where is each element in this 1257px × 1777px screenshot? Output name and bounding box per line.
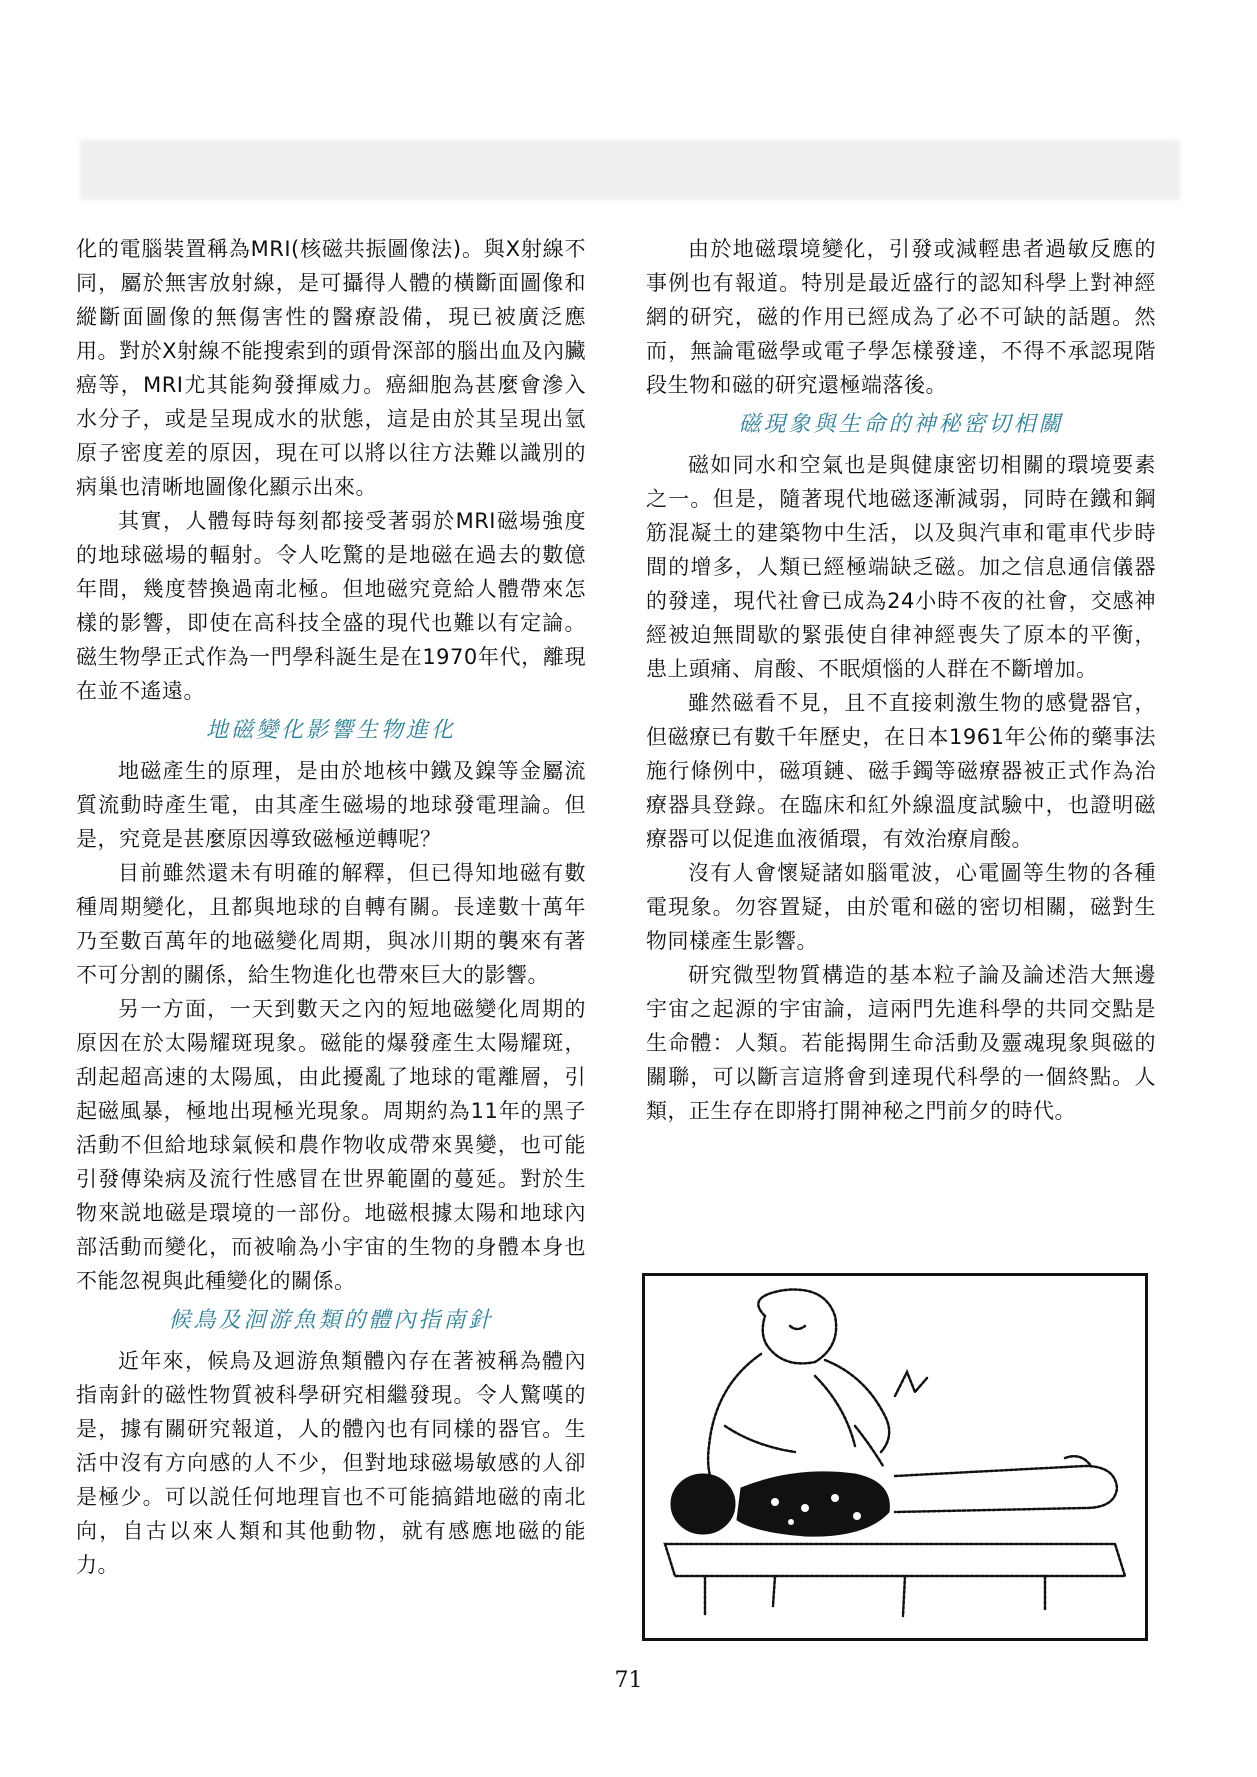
- faded-title-banner: [80, 140, 1180, 200]
- section-heading: 候鳥及洄游魚類的體內指南針: [168, 1308, 494, 1333]
- right-column: [646, 232, 1156, 1128]
- paragraph: 地磁產生的原理，是由於地核中鐵及鎳等金屬流質流動時產生電，由其產生磁場的地球發電理論。但是，究竟是甚麼原因導致磁極逆轉呢？: [76, 759, 586, 851]
- healer-head: [758, 1290, 836, 1364]
- page-number: 71: [614, 1668, 643, 1693]
- section-heading: 地磁變化影響生物進化: [205, 718, 456, 743]
- paragraph: 雖然磁看不見，且不直接刺激生物的感覺器官，但磁療已有數千年歷史，在日本1961年公佈的藥事法施行條例中，磁項鏈、磁手鐲等磁療器被正式作為治療器具登錄。在臨床和紅外線溫度試驗中，也證明磁療器可以促進血液循環，有效治療肩酸。: [646, 691, 1156, 851]
- section-heading: 磁現象與生命的神秘密切相關: [738, 412, 1064, 437]
- illustration-healer-and-patient: [642, 1273, 1148, 1641]
- patient-legs: [895, 1466, 1117, 1512]
- paragraph: 沒有人會懷疑諸如腦電波，心電圖等生物的各種電現象。勿容置疑，由於電和磁的密切相關，磁對生物同樣產生影響。: [646, 861, 1156, 953]
- paragraph: 目前雖然還未有明確的解釋，但已得知地磁有數種周期變化，且都與地球的自轉有關。長達數十萬年乃至數百萬年的地磁變化周期，與冰川期的襲來有著不可分割的關係，給生物進化也帶來巨大的影響。: [76, 861, 586, 987]
- paragraph: 其實，人體每時每刻都接受著弱於MRI磁場強度的地球磁場的輻射。令人吃驚的是地磁在過去的數億年間，幾度替換過南北極。但地磁究竟給人體帶來怎樣的影響，即使在高科技全盛的現代也難以有定論。磁生物學正式作為一門學科誕生是在1970年代，離現在並不遙遠。: [76, 509, 586, 703]
- patient-head: [671, 1474, 735, 1534]
- bed-outline: [665, 1544, 1125, 1576]
- paragraph: 近年來，候鳥及迴游魚類體內存在著被稱為體內指南針的磁性物質被科學研究相繼發現。令人驚嘆的是，據有關研究報道，人的體內也有同樣的器官。生活中沒有方向感的人不少，但對地球磁場敏感的人卻是極少。可以説任何地理盲也不可能搞錯地磁的南北向，自古以來人類和其他動物，就有感應地磁的能力。: [76, 1349, 586, 1577]
- paragraph: 研究微型物質構造的基本粒子論及論述浩大無邊宇宙之起源的宇宙論，這兩門先進科學的共同交點是生命體：人類。若能揭開生命活動及靈魂現象與磁的關聯，可以斷言這將會到達現代科學的一個終點。人類，正生存在即將打開神秘之門前夕的時代。: [646, 963, 1156, 1123]
- left-column: [76, 232, 586, 1582]
- paragraph: 化的電腦裝置稱為MRI(核磁共振圖像法)。與X射線不同，屬於無害放射線，是可攝得人體的橫斷面圖像和縱斷面圖像的無傷害性的醫療設備，現已被廣泛應用。對於X射線不能搜索到的頭骨深部的腦出血及內臟癌等，MRI尤其能夠發揮威力。癌細胞為甚麼會滲入水分子，或是呈現成水的狀態，這是由於其呈現出氫原子密度差的原因，現在可以將以往方法難以識別的病巢也清晰地圖像化顯示出來。: [76, 237, 586, 499]
- paragraph: 另一方面，一天到數天之內的短地磁變化周期的原因在於太陽耀斑現象。磁能的爆發產生太陽耀斑，刮起超高速的太陽風，由此擾亂了地球的電離層，引起磁風暴，極地出現極光現象。周期約為11年的黑子活動不但給地球氣候和農作物收成帶來異變，也可能引發傳染病及流行性感冒在世界範圍的蔓延。對於生物來説地磁是環境的一部份。地磁根據太陽和地球內部活動而變化，而被喻為小宇宙的生物的身體本身也不能忽視與此種變化的關係。: [76, 997, 586, 1293]
- patient-torso: [737, 1472, 889, 1536]
- paragraph: 磁如同水和空氣也是與健康密切相關的環境要素之一。但是，隨著現代地磁逐漸減弱，同時在鐵和鋼筋混凝土的建築物中生活，以及與汽車和電車代步時間的增多，人類已經極端缺乏磁。加之信息通信儀器的發達，現代社會已成為24小時不夜的社會，交感神經被迫無間歇的緊張使自律神經喪失了原本的平衡，患上頭痛、肩酸、不眠煩惱的人群在不斷增加。: [646, 453, 1156, 681]
- paragraph: 由於地磁環境變化，引發或減輕患者過敏反應的事例也有報道。特別是最近盛行的認知科學上對神經網的研究，磁的作用已經成為了必不可缺的話題。然而，無論電磁學或電子學怎樣發達，不得不承認現階段生物和磁的研究還極端落後。: [646, 237, 1156, 397]
